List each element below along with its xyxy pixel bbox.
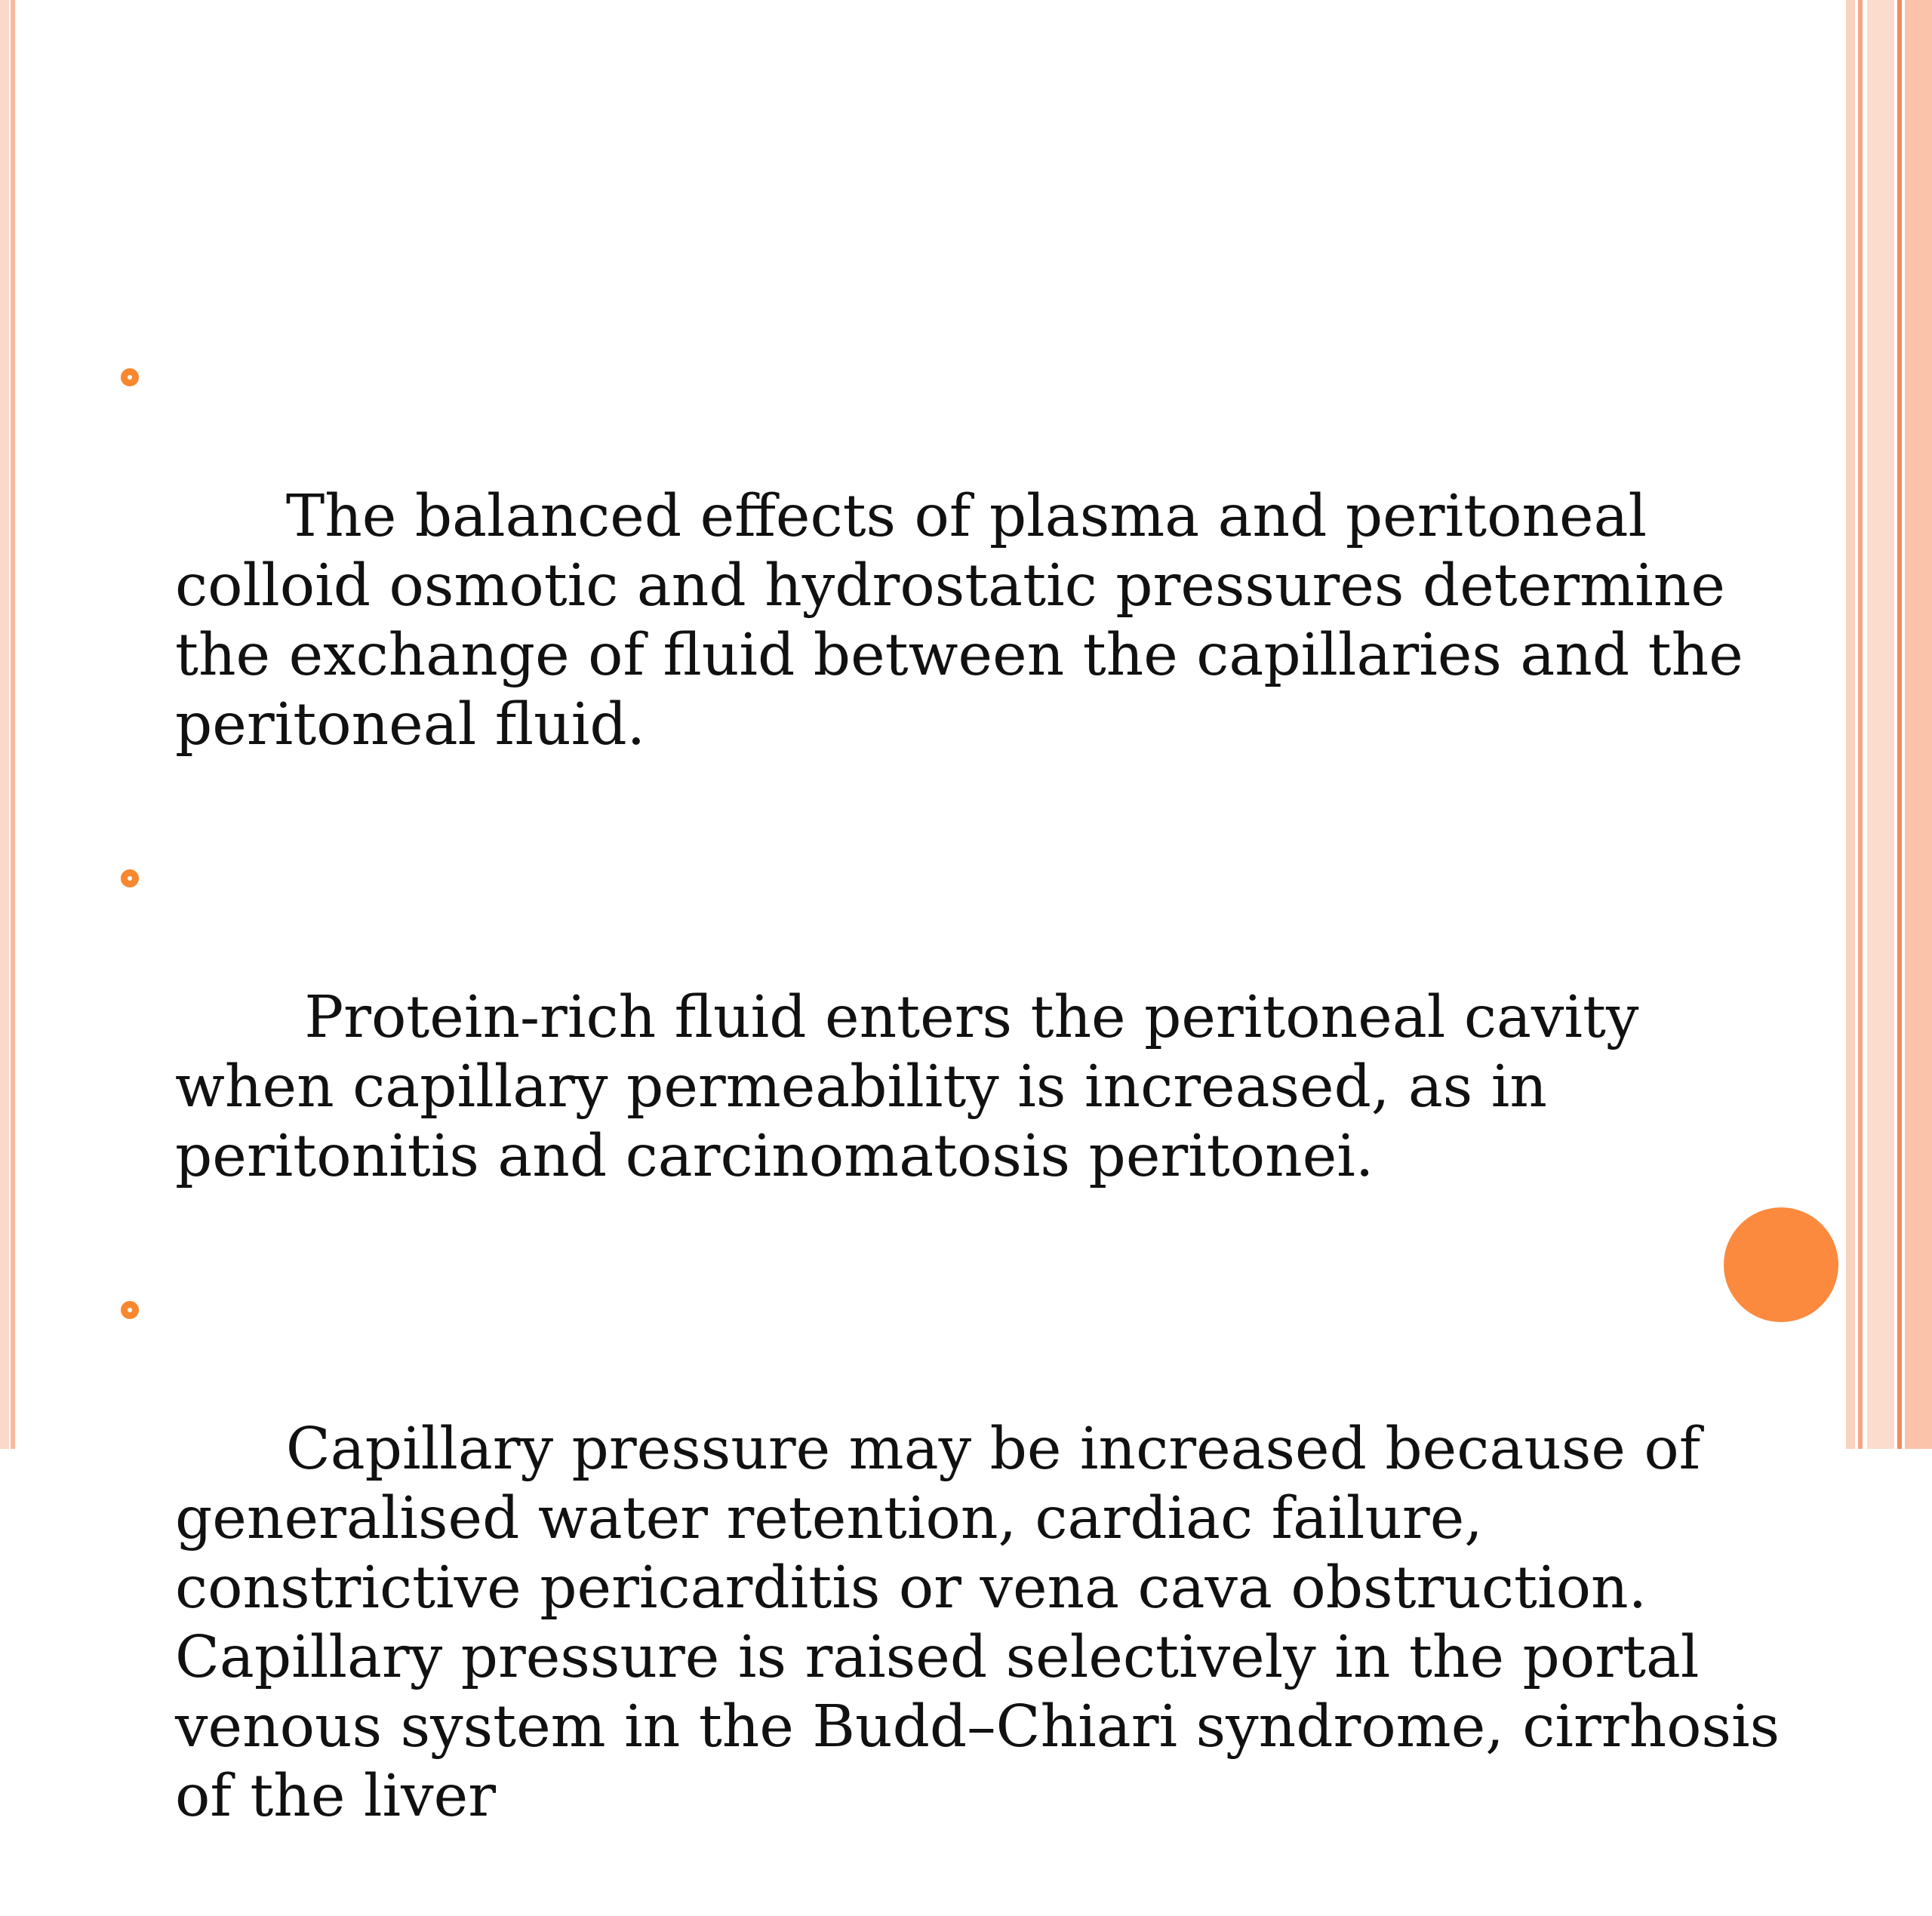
bullet-text: Capillary pressure may be increased because of generalised water retention, cardiac failure, constrictive pericarditis or vena cava obstruction. Capillary pressure is raised selectively in the portal venous system in the Budd–Chiari syndrome, cirrhosis of the liver [175,1416,1798,1830]
bullet-text: The balanced effects of plasma and peritoneal colloid osmotic and hydrostatic pressures determine the exchange of fluid between the capillaries and the peritoneal fluid. [175,483,1762,758]
bullet-item [113,343,1811,829]
hollow-circle-bullet-icon [121,1301,139,1319]
right-border-stripe-3 [1867,0,1894,1449]
bullet-item [113,844,1811,1261]
hollow-circle-bullet-icon [121,869,139,887]
right-border-stripe-1 [1846,0,1855,1449]
hollow-circle-bullet-icon [121,368,139,386]
bullet-text: Protein-rich fluid enters the peritoneal cavity when capillary permeability is increased, as in peritonitis and carcinomatosis peritonei. [175,984,1657,1190]
left-border-stripe [0,0,9,1449]
bullet-list [113,343,1811,1916]
bullet-item [113,1276,1811,1901]
right-border-stripe-5 [1905,0,1932,1449]
right-border-stripe-2 [1858,0,1863,1449]
left-border-stripe-accent [11,0,15,1449]
right-border-stripe-4 [1897,0,1902,1449]
orange-circle-decoration [1724,1207,1838,1322]
